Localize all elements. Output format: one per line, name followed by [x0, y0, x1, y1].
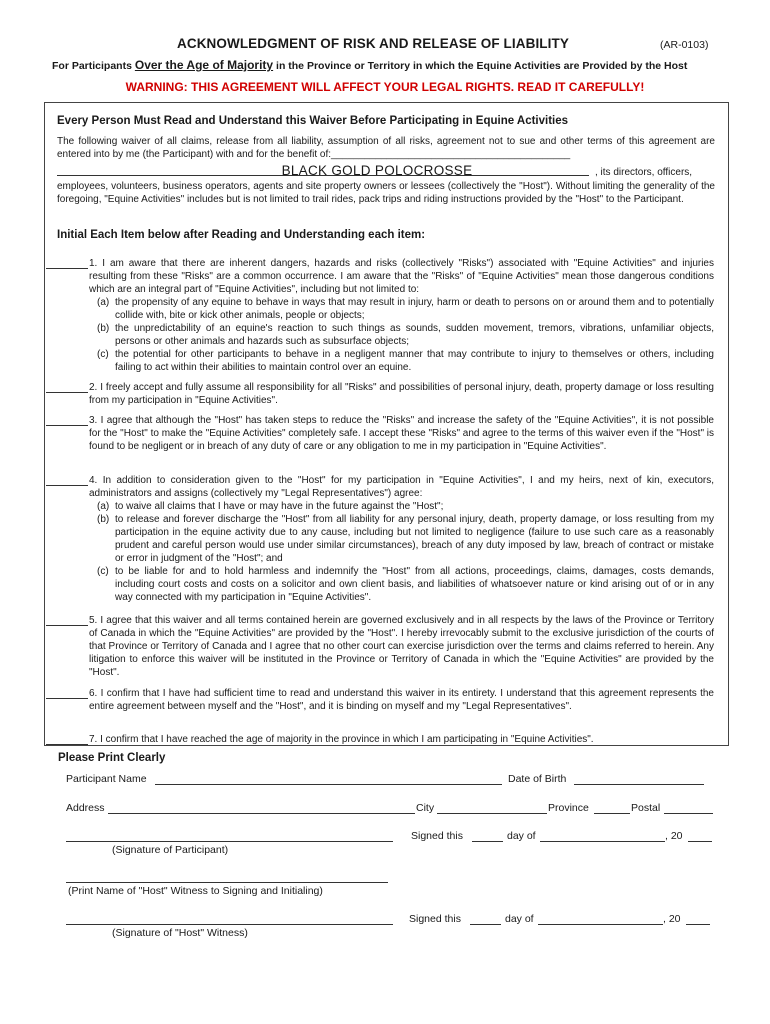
waiver-item-1 — [46, 257, 714, 374]
province-label: Province — [548, 802, 589, 814]
sub-item-label: (c) — [97, 566, 109, 577]
host-name: BLACK GOLD POLOCROSSE — [281, 163, 473, 178]
warning-text: WARNING: THIS AGREEMENT WILL AFFECT YOUR LEGAL RIGHTS. READ IT CAREFULLY! — [125, 80, 645, 94]
sub-item — [89, 296, 714, 322]
postal-code-field[interactable] — [664, 813, 713, 814]
sub-item-text: the propensity of any equine to behave in ways that may result in injury, harm or death to persons on or around them and to potentially collide with, bite or kick other animals, people or objects; — [115, 297, 714, 321]
address-field[interactable] — [108, 813, 415, 814]
waiver-item-5 — [46, 614, 714, 679]
participant-signature-caption: (Signature of Participant) — [112, 844, 229, 856]
initial-blank[interactable] — [46, 425, 88, 426]
form-number: (AR-0103) — [660, 39, 709, 51]
subtitle-pre: For Participants — [52, 60, 135, 72]
participant-signature-field[interactable] — [66, 841, 393, 842]
day-of-label: day of — [505, 913, 534, 925]
initial-heading: Initial Each Item below after Reading and Understanding each item: — [57, 229, 426, 241]
host-witness-signature-field[interactable] — [66, 924, 393, 925]
day-of-label: day of — [507, 830, 536, 842]
subtitle-emphasis: Over the Age of Majority — [134, 58, 274, 72]
participant-sign-month-field[interactable] — [540, 841, 665, 842]
initial-blank[interactable] — [46, 268, 88, 269]
print-heading: Please Print Clearly — [58, 752, 166, 764]
waiver-item-2 — [46, 381, 714, 407]
year-prefix-label: , 20 — [665, 830, 683, 842]
address-label: Address — [66, 802, 105, 814]
initial-blank[interactable] — [46, 744, 88, 745]
sub-item-label: (a) — [97, 501, 110, 512]
sub-item — [89, 348, 714, 374]
province-field[interactable] — [594, 813, 630, 814]
item-text: 3. I agree that although the "Host" has taken steps to reduce the "Risks" and increase the safety of the "Equine Activities", it is not possible for the "Host" to make the "Equine Activities" completely safe. I accept these "Risks" and agree to the terms of this waiver even if the "Host" is found to be negligent or in breach of any duty of care or any obligation to me in my participation in "Equine Activities". — [89, 415, 714, 452]
participant-sign-year-field[interactable] — [688, 841, 712, 842]
waiver-heading: Every Person Must Read and Understand this Waiver Before Participating in Equine Activities — [57, 115, 569, 127]
sub-item-text: to waive all claims that I have or may have in the future against the "Host"; — [115, 501, 444, 512]
item-text: 5. I agree that this waiver and all terms contained herein are governed exclusively and in all respects by the laws of the Province or Territory of Canada in which the "Equine Activities" are provided by the "Host". I hereby irrevocably submit to the exclusive jurisdiction of the courts of that Province or Territory of Canada and I agree that no other court can exercise jurisdiction over the terms and claims referred to herein. Any litigation to enforce this waiver will be instituted in the Province or Territory of Canada in which the "Equine Activities" are provided by the "Host". — [89, 615, 714, 678]
item-text: 4. In addition to consideration given to the "Host" for my participation in "Equine Activities", I and my heirs, next of kin, executors, administrators and assigns (collectively my "Legal Representatives") agree: — [89, 475, 714, 499]
host-witness-print-caption: (Print Name of "Host" Witness to Signing and Initialing) — [68, 885, 323, 897]
sub-item-label: (a) — [97, 297, 110, 308]
waiver-intro-continued: employees, volunteers, business operators, agents and site property owners or lessees (collectively the "Host"). Without limiting the generality of the foregoing, "Equine Activities" includes but is not limited to trail rides, pack trips and riding instructions provided by the "Host" to the Participant. — [57, 181, 715, 205]
subtitle-post: in the Province or Territory in which the Equine Activities are Provided by the Host — [273, 60, 688, 72]
city-field[interactable] — [437, 813, 547, 814]
host-witness-print-name-field[interactable] — [66, 882, 388, 883]
item-text: 7. I confirm that I have reached the age of majority in the province in which I am participating in "Equine Activities". — [89, 734, 594, 745]
sub-item-text: to release and forever discharge the "Host" from all liability for any personal injury, death, property damage, or loss resulting from my participation in the equine activity due to any cause, including but not limited to negligence (failure to use such care as a reasonably prudent and careful person would use under similar circumstances), breach of any duty imposed by law, breach of contract or mistake or error in judgment of the "Host"; and — [115, 514, 714, 564]
sub-item — [89, 500, 714, 513]
signed-this-label: Signed this — [409, 913, 461, 925]
initial-blank[interactable] — [46, 625, 88, 626]
sub-item — [89, 513, 714, 565]
item-text: 1. I am aware that there are inherent dangers, hazards and risks (collectively "Risks") associated with "Equine Activities" and injuries resulting from these "Risks" are a common occurrence. I am aware that the "Risks" of "Equine Activities" mean those dangerous conditions which are an integral part of "Equine Activities", including but not limited to: — [89, 258, 714, 295]
year-prefix-label: , 20 — [663, 913, 681, 925]
date-of-birth-field[interactable] — [574, 784, 704, 785]
postal-label: Postal — [631, 802, 661, 814]
participant-name-field[interactable] — [155, 784, 502, 785]
sub-item-text: the unpredictability of an equine's reaction to such things as sounds, sudden movement, tremors, vibrations, unfamiliar objects, persons or other animals and hazards such as subsurface objects; — [115, 323, 714, 347]
item-text: 2. I freely accept and fully assume all responsibility for all "Risks" and possibilities of personal injury, death, property damage or loss resulting from my participation in "Equine Activities". — [89, 382, 714, 406]
document-subtitle — [52, 58, 742, 72]
initial-blank[interactable] — [46, 698, 88, 699]
waiver-item-6 — [46, 687, 714, 713]
waiver-item-3 — [46, 414, 714, 453]
initial-blank[interactable] — [46, 485, 88, 486]
witness-sign-day-field[interactable] — [470, 924, 501, 925]
waiver-item-7 — [46, 733, 714, 746]
sub-item — [89, 565, 714, 604]
participant-sign-day-field[interactable] — [472, 841, 503, 842]
date-of-birth-label: Date of Birth — [508, 773, 567, 785]
city-label: City — [416, 802, 435, 814]
signed-this-label: Signed this — [411, 830, 463, 842]
witness-sign-month-field[interactable] — [538, 924, 663, 925]
item-text: 6. I confirm that I have had sufficient time to read and understand this waiver in its entirety. I understand that this agreement represents the entire agreement between myself and the "Host", and it is binding on myself and my "Legal Representatives". — [89, 688, 714, 712]
witness-sign-year-field[interactable] — [686, 924, 710, 925]
initial-blank[interactable] — [46, 392, 88, 393]
participant-name-label: Participant Name — [66, 773, 147, 785]
host-witness-signature-caption: (Signature of "Host" Witness) — [112, 927, 248, 939]
sub-item — [89, 322, 714, 348]
sub-item-label: (c) — [97, 349, 109, 360]
waiver-item-4 — [46, 474, 714, 604]
host-name-tail: , its directors, officers, — [595, 167, 693, 178]
sub-item-label: (b) — [97, 323, 110, 334]
document-title: ACKNOWLEDGMENT OF RISK AND RELEASE OF LIABILITY — [177, 36, 569, 51]
waiver-intro: The following waiver of all claims, release from all liability, assumption of all risks, agreement not to sue and other terms of this agreement are entered into by me (the Participant) with and for the benefit of:___________________________________________ — [57, 136, 715, 160]
sub-item-label: (b) — [97, 514, 110, 525]
sub-item-text: to be liable for and to hold harmless and indemnify the "Host" from all actions, proceedings, claims, damages, costs demands, including court costs and costs on a solicitor and own client basis, and liabilities of whatsoever nature or kind arising out of or in any way connected with my participation in "Equine Activities". — [115, 566, 714, 603]
sub-item-text: the potential for other participants to behave in a negligent manner that may contribute to injury to themselves or others, including failing to act within their abilities to maintain control over an equine. — [115, 349, 714, 373]
